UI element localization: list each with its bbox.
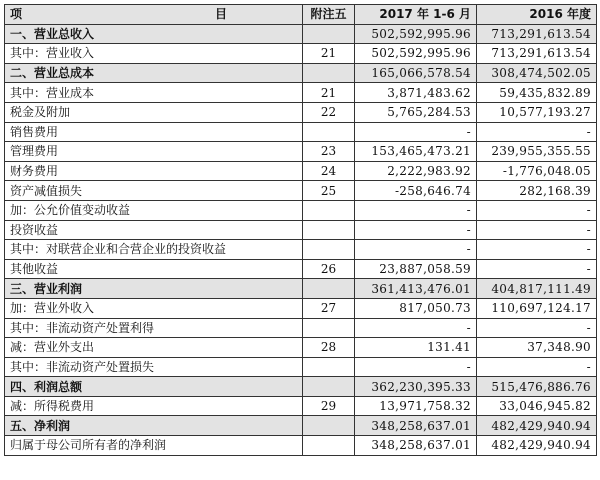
note-ref: [303, 122, 355, 142]
note-ref: [303, 240, 355, 260]
section-row: [5, 416, 597, 436]
amount-2017: -: [355, 357, 477, 377]
table-body: [5, 24, 597, 455]
table-row: [5, 83, 597, 103]
note-ref: [303, 377, 355, 397]
table-row: [5, 259, 597, 279]
table-row: [5, 338, 597, 358]
line-item-label: 三、营业利润: [5, 279, 303, 299]
table-row: [5, 318, 597, 338]
year-2016-column-header: 2016 年度: [477, 5, 597, 25]
amount-2017: -: [355, 240, 477, 260]
amount-2016: 59,435,832.89: [477, 83, 597, 103]
line-item-label: 其中：对联营企业和合营企业的投资收益: [5, 240, 303, 260]
amount-2017: 165,066,578.54: [355, 63, 477, 83]
note-ref: [303, 436, 355, 456]
line-item-label: 其他收益: [5, 259, 303, 279]
line-item-label: 加：营业外收入: [5, 298, 303, 318]
line-item-label: 其中：非流动资产处置利得: [5, 318, 303, 338]
table-row: [5, 44, 597, 64]
line-item-label: 销售费用: [5, 122, 303, 142]
amount-2016: -: [477, 200, 597, 220]
line-item-label: 管理费用: [5, 142, 303, 162]
amount-2017: -258,646.74: [355, 181, 477, 201]
amount-2017: 153,465,473.21: [355, 142, 477, 162]
line-item-label: 投资收益: [5, 220, 303, 240]
header-row: [5, 5, 597, 25]
note-ref: 28: [303, 338, 355, 358]
amount-2017: 13,971,758.32: [355, 396, 477, 416]
line-item-label: 归属于母公司所有者的净利润: [5, 436, 303, 456]
note-ref: 26: [303, 259, 355, 279]
note-ref: 25: [303, 181, 355, 201]
section-row: [5, 24, 597, 44]
item-column-header: [5, 5, 303, 25]
amount-2017: 131.41: [355, 338, 477, 358]
note-ref: 21: [303, 83, 355, 103]
amount-2016: -: [477, 122, 597, 142]
item-header-char-1: 项: [10, 7, 23, 22]
amount-2016: 308,474,502.05: [477, 63, 597, 83]
line-item-label: 一、营业总收入: [5, 24, 303, 44]
line-item-label: 财务费用: [5, 161, 303, 181]
amount-2017: -: [355, 318, 477, 338]
line-item-label: 五、净利润: [5, 416, 303, 436]
note-ref: [303, 24, 355, 44]
amount-2017: 5,765,284.53: [355, 102, 477, 122]
table-row: [5, 240, 597, 260]
amount-2017: 348,258,637.01: [355, 416, 477, 436]
table-row: [5, 200, 597, 220]
amount-2017: 502,592,995.96: [355, 44, 477, 64]
amount-2016: 482,429,940.94: [477, 436, 597, 456]
table-row: [5, 298, 597, 318]
amount-2016: 282,168.39: [477, 181, 597, 201]
amount-2016: 110,697,124.17: [477, 298, 597, 318]
line-item-label: 加：公允价值变动收益: [5, 200, 303, 220]
line-item-label: 税金及附加: [5, 102, 303, 122]
table-row: [5, 102, 597, 122]
note-ref: [303, 416, 355, 436]
note-ref: 27: [303, 298, 355, 318]
amount-2017: 2,222,983.92: [355, 161, 477, 181]
amount-2016: 33,046,945.82: [477, 396, 597, 416]
income-statement-table: [4, 4, 597, 456]
note-ref: [303, 200, 355, 220]
note-ref: 22: [303, 102, 355, 122]
table-row: [5, 142, 597, 162]
amount-2016: -: [477, 240, 597, 260]
section-row: [5, 279, 597, 299]
period-2017-column-header: 2017 年 1-6 月: [355, 5, 477, 25]
amount-2016: -: [477, 318, 597, 338]
amount-2016: -: [477, 220, 597, 240]
amount-2016: 10,577,193.27: [477, 102, 597, 122]
amount-2016: 713,291,613.54: [477, 24, 597, 44]
table-row: [5, 357, 597, 377]
line-item-label: 其中：营业成本: [5, 83, 303, 103]
amount-2017: -: [355, 220, 477, 240]
line-item-label: 减：营业外支出: [5, 338, 303, 358]
note-ref: [303, 279, 355, 299]
section-row: [5, 377, 597, 397]
line-item-label: 四、利润总额: [5, 377, 303, 397]
amount-2016: 713,291,613.54: [477, 44, 597, 64]
amount-2017: 361,413,476.01: [355, 279, 477, 299]
table-row: [5, 396, 597, 416]
amount-2017: 23,887,058.59: [355, 259, 477, 279]
table-row: [5, 436, 597, 456]
note-ref: 21: [303, 44, 355, 64]
note-ref: 23: [303, 142, 355, 162]
item-header-char-2: 目: [214, 7, 227, 22]
table-row: [5, 161, 597, 181]
amount-2016: 515,476,886.76: [477, 377, 597, 397]
note-ref: 24: [303, 161, 355, 181]
amount-2016: 239,955,355.55: [477, 142, 597, 162]
note-ref: [303, 63, 355, 83]
amount-2016: 404,817,111.49: [477, 279, 597, 299]
amount-2017: -: [355, 200, 477, 220]
note-column-header: 附注五: [303, 5, 355, 25]
section-row: [5, 63, 597, 83]
amount-2017: 348,258,637.01: [355, 436, 477, 456]
amount-2017: 3,871,483.62: [355, 83, 477, 103]
note-ref: [303, 357, 355, 377]
line-item-label: 资产减值损失: [5, 181, 303, 201]
amount-2017: 817,050.73: [355, 298, 477, 318]
amount-2017: -: [355, 122, 477, 142]
note-ref: [303, 220, 355, 240]
income-statement: [4, 4, 596, 456]
note-ref: [303, 318, 355, 338]
amount-2016: 482,429,940.94: [477, 416, 597, 436]
table-row: [5, 122, 597, 142]
line-item-label: 二、营业总成本: [5, 63, 303, 83]
amount-2016: -: [477, 357, 597, 377]
line-item-label: 其中：非流动资产处置损失: [5, 357, 303, 377]
line-item-label: 减：所得税费用: [5, 396, 303, 416]
amount-2016: 37,348.90: [477, 338, 597, 358]
amount-2017: 502,592,995.96: [355, 24, 477, 44]
table-row: [5, 220, 597, 240]
amount-2016: -1,776,048.05: [477, 161, 597, 181]
line-item-label: 其中：营业收入: [5, 44, 303, 64]
note-ref: 29: [303, 396, 355, 416]
amount-2017: 362,230,395.33: [355, 377, 477, 397]
table-row: [5, 181, 597, 201]
amount-2016: -: [477, 259, 597, 279]
